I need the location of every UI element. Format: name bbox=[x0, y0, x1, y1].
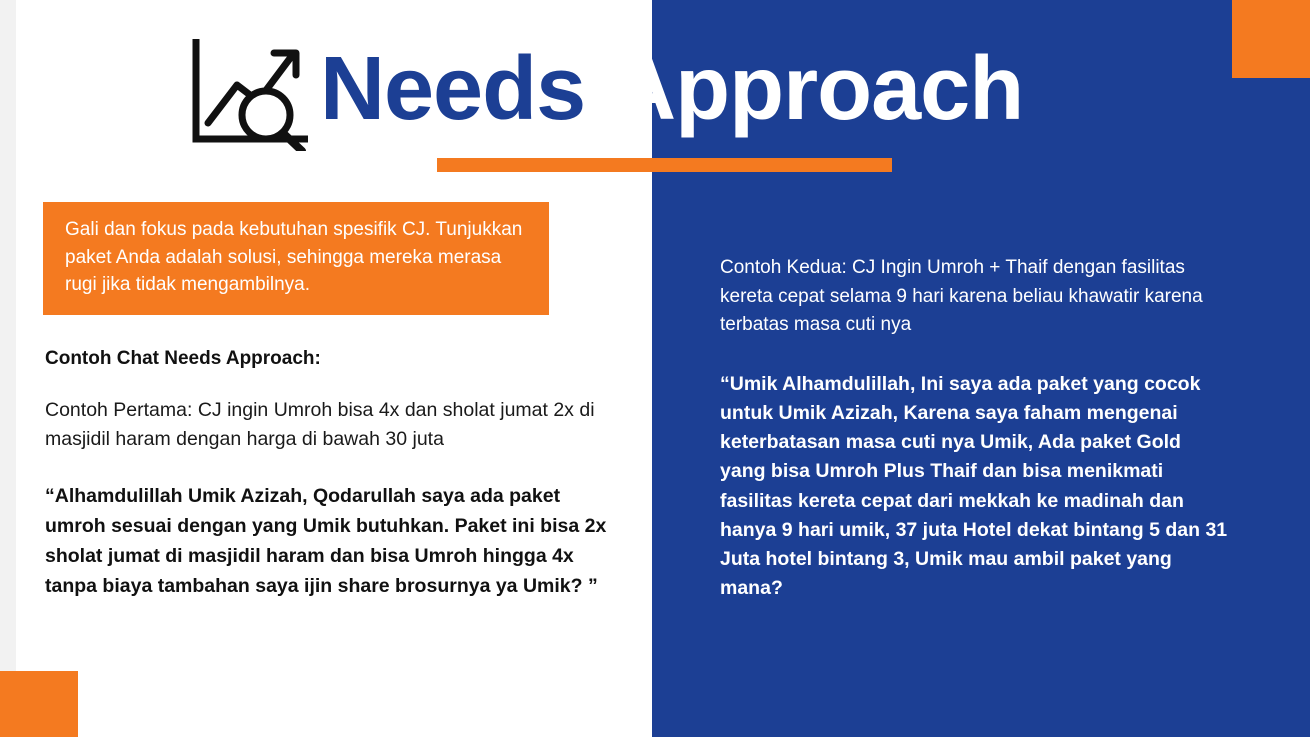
callout-box: Gali dan fokus pada kebutuhan spesifik CJ. Tunjukkan paket Anda adalah solusi, sehingga mereka merasa rugi jika tidak mengambilnya. bbox=[43, 202, 549, 315]
right-example-quote: “Umik Alhamdulillah, Ini saya ada paket yang cocok untuk Umik Azizah, Karena saya faham mengenai keterbatasan masa cuti nya Umik, Ada paket Gold yang bisa Umroh Plus Thaif dan bisa menikmati fasilitas kereta cepat dari mekkah ke madinah dan hanya 9 hari umik, 37 juta Hotel dekat bintang 5 dan 31 Juta hotel bintang 3, Umik mau ambil paket yang mana? bbox=[720, 372, 1228, 600]
right-content bbox=[720, 254, 1230, 604]
background-strip-left bbox=[0, 0, 16, 737]
left-example-label: Contoh Pertama: CJ ingin Umroh bisa 4x dan sholat jumat 2x di masjidil haram dengan harga di bawah 30 juta bbox=[45, 399, 595, 451]
left-content bbox=[45, 348, 615, 601]
chart-search-icon bbox=[182, 27, 316, 151]
left-example-quote: “Alhamdulillah Umik Azizah, Qodarullah saya ada paket umroh sesuai dengan yang Umik butuhkan. Paket ini bisa 2x sholat jumat di masjidil haram dan bisa Umroh hingga 4x tanpa biaya tambahan saya ijin share brosurnya ya Umik? ” bbox=[45, 484, 607, 598]
accent-square-top-right bbox=[1232, 0, 1310, 78]
title-underline bbox=[437, 158, 892, 172]
accent-square-bottom-left bbox=[0, 671, 78, 737]
page-title-primary: Needs bbox=[320, 39, 586, 139]
left-heading: Contoh Chat Needs Approach: bbox=[45, 348, 321, 369]
page-title-secondary: Approach bbox=[611, 39, 1024, 139]
right-example-label: Contoh Kedua: CJ Ingin Umroh + Thaif dengan fasilitas kereta cepat selama 9 hari karena beliau khawatir karena terbatas masa cuti nya bbox=[720, 257, 1203, 335]
slide-title-row bbox=[182, 24, 1023, 154]
